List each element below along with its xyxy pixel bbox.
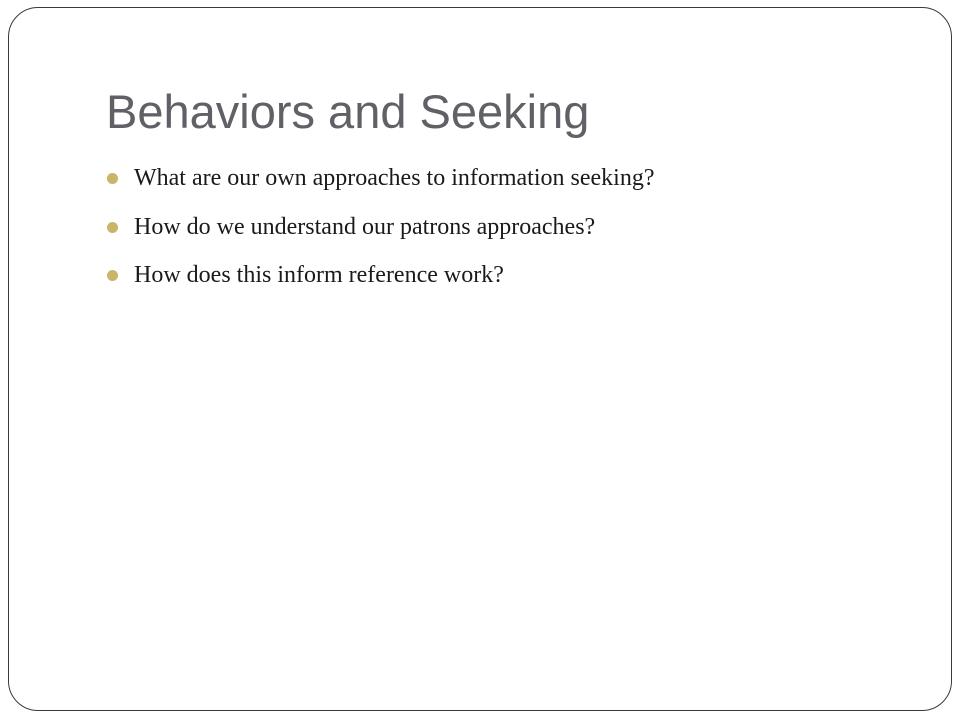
bullet-text: How do we understand our patrons approaches?	[134, 213, 596, 240]
bullet-list	[106, 160, 654, 306]
bullet-dot-icon	[107, 222, 118, 233]
bullet-dot-icon	[107, 270, 118, 281]
bullet-item	[106, 209, 654, 258]
bullet-text: How does this inform reference work?	[134, 262, 504, 288]
slide-title: Behaviors and Seeking	[106, 85, 590, 138]
bullet-text: What are our own approaches to information seeking?	[134, 165, 655, 191]
bullet-dot-icon	[107, 173, 118, 184]
bullet-item	[106, 257, 654, 306]
bullet-item	[106, 160, 654, 209]
